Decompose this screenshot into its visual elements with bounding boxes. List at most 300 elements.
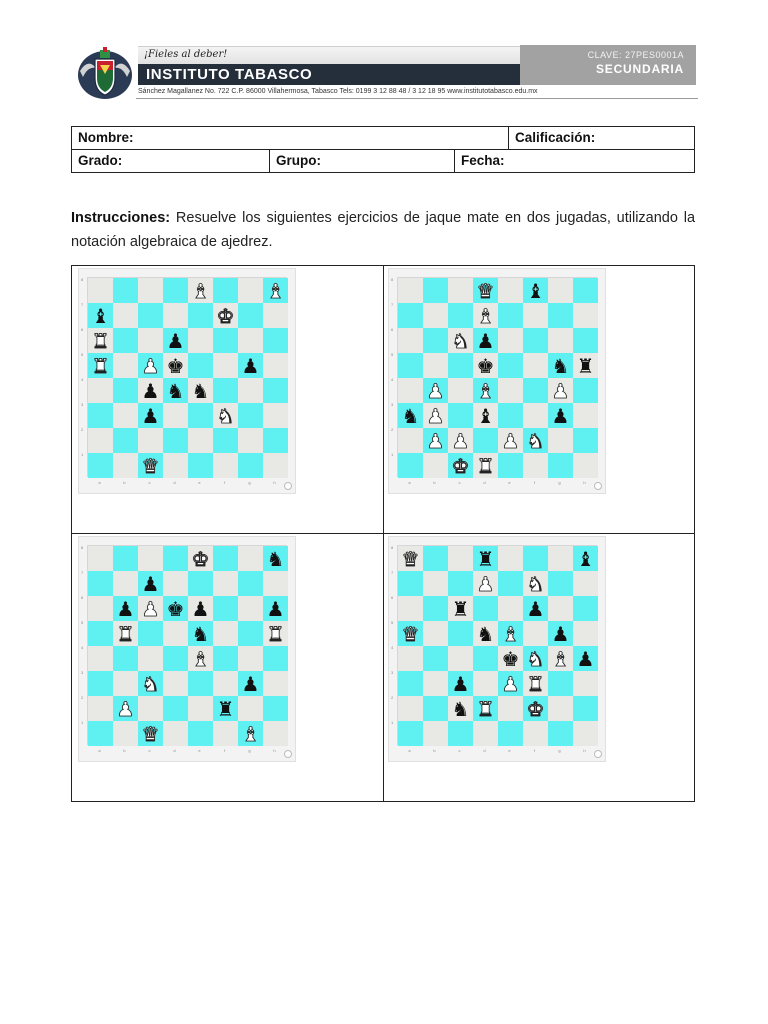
board-square [398,571,423,596]
black-pawn-icon: ♟ [141,571,160,596]
header-divider [136,98,698,99]
file-label: f [223,748,226,753]
board-square [238,378,263,403]
file-label: g [558,748,561,753]
black-knight-icon: ♞ [266,546,285,571]
board-square [263,328,288,353]
fecha-field[interactable] [455,150,695,172]
board-square [213,546,238,571]
rank-label: 6 [391,327,394,332]
white-knight-icon: ♞ [451,328,470,353]
white-bishop-icon: ♝ [266,278,285,303]
white-rook-icon: ♜ [476,696,495,721]
nombre-field[interactable] [72,127,508,149]
rank-label: 5 [81,620,84,625]
white-knight-icon: ♞ [526,646,545,671]
white-king-icon: ♚ [451,453,470,478]
board-square [423,571,448,596]
rank-label: 1 [81,720,84,725]
board-square [238,328,263,353]
black-king-icon: ♚ [166,353,185,378]
board-square [188,378,213,403]
board-square [263,646,288,671]
file-label: d [483,480,486,485]
white-bishop-icon: ♝ [501,621,520,646]
file-label: g [248,480,251,485]
grado-field[interactable] [72,150,269,172]
board-square [548,546,573,571]
board-square [423,646,448,671]
board-square [473,646,498,671]
white-bishop-icon: ♝ [551,646,570,671]
board-square [113,328,138,353]
board-square [238,403,263,428]
white-rook-icon: ♜ [91,328,110,353]
board-square [188,403,213,428]
board-square [238,721,263,746]
board-square [398,278,423,303]
board-square [188,696,213,721]
board-square [163,353,188,378]
board-square [188,671,213,696]
board-square [163,696,188,721]
board-square [448,621,473,646]
exercise-2 [388,268,606,494]
board-square [163,378,188,403]
file-label: a [98,748,101,753]
file-labels [87,480,287,488]
board-square [163,571,188,596]
white-queen-icon: ♛ [476,278,495,303]
board-square [213,353,238,378]
board-square [498,571,523,596]
rank-label: 7 [391,302,394,307]
file-label: c [458,748,461,753]
board-square [548,428,573,453]
board-square [88,403,113,428]
board-square [88,328,113,353]
board-square [548,353,573,378]
board-square [448,428,473,453]
board-square [188,328,213,353]
file-label: b [433,748,436,753]
rank-label: 3 [391,402,394,407]
board-square [423,453,448,478]
board-square [548,378,573,403]
board-square [238,596,263,621]
black-bishop-icon: ♝ [526,278,545,303]
file-label: h [273,480,276,485]
board-square [88,596,113,621]
black-bishop-icon: ♝ [576,546,595,571]
board-square [88,453,113,478]
board-square [423,303,448,328]
board-square [573,428,598,453]
board-square [423,403,448,428]
board-square [138,353,163,378]
board-square [113,621,138,646]
board-square [573,403,598,428]
board-square [138,328,163,353]
board-square [113,571,138,596]
info-row-1 [72,127,694,150]
board-square [448,378,473,403]
rank-label: 2 [81,427,84,432]
board-square [138,696,163,721]
board-square [573,278,598,303]
black-pawn-icon: ♟ [551,403,570,428]
board-square [448,328,473,353]
board-square [423,696,448,721]
board-square [398,596,423,621]
board-square [238,278,263,303]
board-square [573,546,598,571]
grid-divider-horizontal [72,533,694,534]
board-square [138,278,163,303]
rank-label: 5 [391,620,394,625]
board-square [213,621,238,646]
file-label: g [248,748,251,753]
file-label: d [483,748,486,753]
board-square [238,303,263,328]
rank-label: 2 [81,695,84,700]
white-pawn-icon: ♟ [141,596,160,621]
board-square [398,621,423,646]
board-square [473,671,498,696]
exercise-3 [78,536,296,762]
board-square [573,453,598,478]
black-king-icon: ♚ [476,353,495,378]
white-rook-icon: ♜ [116,621,135,646]
black-knight-icon: ♞ [401,403,420,428]
board-square [138,571,163,596]
board-square [498,428,523,453]
black-pawn-icon: ♟ [141,403,160,428]
rank-label: 3 [81,670,84,675]
board-square [473,378,498,403]
board-square [213,596,238,621]
board-square [448,403,473,428]
board-square [113,403,138,428]
board-square [238,621,263,646]
board-square [238,453,263,478]
file-label: g [558,480,561,485]
rank-label: 4 [81,645,84,650]
white-queen-icon: ♛ [401,546,420,571]
board-square [213,671,238,696]
rank-label: 5 [391,352,394,357]
board-square [423,378,448,403]
black-pawn-icon: ♟ [241,671,260,696]
board-square [523,671,548,696]
board-square [548,671,573,696]
board-square [88,671,113,696]
board-square [238,353,263,378]
board-square [188,621,213,646]
black-pawn-icon: ♟ [116,596,135,621]
white-queen-icon: ♛ [141,453,160,478]
board-square [398,453,423,478]
board-square [498,621,523,646]
black-knight-icon: ♞ [451,696,470,721]
board-square [573,696,598,721]
board-square [263,403,288,428]
rank-label: 8 [81,545,84,550]
board-square [448,546,473,571]
board-square [448,721,473,746]
board-square [263,428,288,453]
black-knight-icon: ♞ [191,621,210,646]
black-rook-icon: ♜ [476,546,495,571]
black-knight-icon: ♞ [476,621,495,646]
rank-label: 6 [391,595,394,600]
board-square [548,646,573,671]
file-label: d [173,748,176,753]
white-rook-icon: ♜ [476,453,495,478]
file-label: d [173,480,176,485]
file-label: c [148,480,151,485]
board-square [423,353,448,378]
board-square [188,353,213,378]
school-crest-icon [76,44,134,102]
board-square [113,696,138,721]
school-name-bar [138,64,520,85]
board-square [238,428,263,453]
board-square [163,328,188,353]
board-corner-icon [594,750,602,758]
board-square [238,671,263,696]
board-square [213,428,238,453]
board-square [138,453,163,478]
nombre-label: Nombre: [78,130,134,145]
file-label: e [508,480,511,485]
rank-label: 2 [391,427,394,432]
board-square [573,671,598,696]
board-square [448,353,473,378]
board-square [548,403,573,428]
file-label: f [533,748,536,753]
grupo-field[interactable] [270,150,454,172]
board-square [473,621,498,646]
rank-label: 8 [391,277,394,282]
white-rook-icon: ♜ [526,671,545,696]
board-square [113,353,138,378]
board-square [213,278,238,303]
white-pawn-icon: ♟ [116,696,135,721]
board-square [138,621,163,646]
white-queen-icon: ♛ [401,621,420,646]
board-square [498,646,523,671]
black-bishop-icon: ♝ [91,303,110,328]
board-square [423,428,448,453]
white-pawn-icon: ♟ [426,428,445,453]
rank-label: 7 [81,302,84,307]
board-square [523,328,548,353]
board-square [573,571,598,596]
board-square [423,278,448,303]
exercise-grid [71,265,695,802]
black-pawn-icon: ♟ [141,378,160,403]
chess-board [87,277,287,477]
board-square [473,696,498,721]
board-square [523,303,548,328]
board-square [163,621,188,646]
board-square [498,453,523,478]
board-square [113,721,138,746]
white-bishop-icon: ♝ [241,721,260,746]
board-square [548,328,573,353]
board-square [398,428,423,453]
black-pawn-icon: ♟ [451,671,470,696]
white-knight-icon: ♞ [216,403,235,428]
board-square [498,403,523,428]
board-square [573,646,598,671]
board-square [548,453,573,478]
board-square [188,278,213,303]
board-square [423,546,448,571]
board-square [473,303,498,328]
board-square [398,646,423,671]
black-pawn-icon: ♟ [576,646,595,671]
chess-board [87,545,287,745]
board-square [113,428,138,453]
board-square [213,403,238,428]
board-square [188,428,213,453]
board-square [188,303,213,328]
board-square [263,378,288,403]
calificacion-field[interactable] [509,127,695,149]
board-square [213,646,238,671]
board-square [523,621,548,646]
board-square [163,453,188,478]
board-square [263,621,288,646]
board-square [88,428,113,453]
file-label: e [198,748,201,753]
file-label: e [508,748,511,753]
board-square [163,403,188,428]
board-square [88,303,113,328]
board-square [263,671,288,696]
board-square [448,278,473,303]
white-queen-icon: ♛ [141,721,160,746]
board-square [263,303,288,328]
grado-label: Grado: [78,153,123,168]
board-square [113,646,138,671]
school-clave: CLAVE: 27PES0001A [587,50,684,60]
board-square [163,646,188,671]
rank-label: 7 [81,570,84,575]
exercise-4 [388,536,606,762]
motto-bar [138,46,520,64]
board-square [138,546,163,571]
board-square [473,353,498,378]
board-square [548,596,573,621]
black-pawn-icon: ♟ [241,353,260,378]
white-bishop-icon: ♝ [191,646,210,671]
board-square [448,646,473,671]
board-square [213,453,238,478]
white-knight-icon: ♞ [526,428,545,453]
board-square [473,328,498,353]
board-square [398,696,423,721]
board-square [213,571,238,596]
file-label: b [123,748,126,753]
board-square [573,596,598,621]
rank-label: 8 [391,545,394,550]
board-square [213,721,238,746]
board-square [498,353,523,378]
board-square [88,353,113,378]
board-square [263,571,288,596]
black-rook-icon: ♜ [216,696,235,721]
rank-label: 4 [391,377,394,382]
board-square [188,546,213,571]
board-square [188,453,213,478]
file-label: f [533,480,536,485]
white-knight-icon: ♞ [141,671,160,696]
board-square [448,596,473,621]
board-square [448,571,473,596]
board-square [163,303,188,328]
board-square [238,696,263,721]
board-square [498,546,523,571]
board-square [398,328,423,353]
board-square [213,328,238,353]
rank-label: 4 [391,645,394,650]
board-square [423,721,448,746]
board-square [423,671,448,696]
board-square [523,453,548,478]
board-square [138,646,163,671]
board-square [498,721,523,746]
board-square [113,453,138,478]
board-square [398,721,423,746]
rank-label: 6 [81,595,84,600]
file-labels [397,748,597,756]
school-level: SECUNDARIA [595,62,684,76]
board-square [188,571,213,596]
black-pawn-icon: ♟ [526,596,545,621]
rank-label: 6 [81,327,84,332]
board-square [398,353,423,378]
board-square [88,278,113,303]
clave-box [520,45,696,85]
board-square [398,403,423,428]
board-square [448,453,473,478]
file-label: c [148,748,151,753]
board-square [523,378,548,403]
file-label: h [273,748,276,753]
board-square [498,596,523,621]
board-square [113,596,138,621]
board-square [398,303,423,328]
black-knight-icon: ♞ [191,378,210,403]
black-king-icon: ♚ [166,596,185,621]
file-label: e [198,480,201,485]
rank-label: 8 [81,277,84,282]
rank-label: 2 [391,695,394,700]
board-square [548,621,573,646]
file-label: b [123,480,126,485]
board-square [88,696,113,721]
board-square [473,571,498,596]
board-square [263,453,288,478]
board-square [398,546,423,571]
grupo-label: Grupo: [276,153,321,168]
board-square [498,278,523,303]
board-square [398,378,423,403]
board-square [523,721,548,746]
